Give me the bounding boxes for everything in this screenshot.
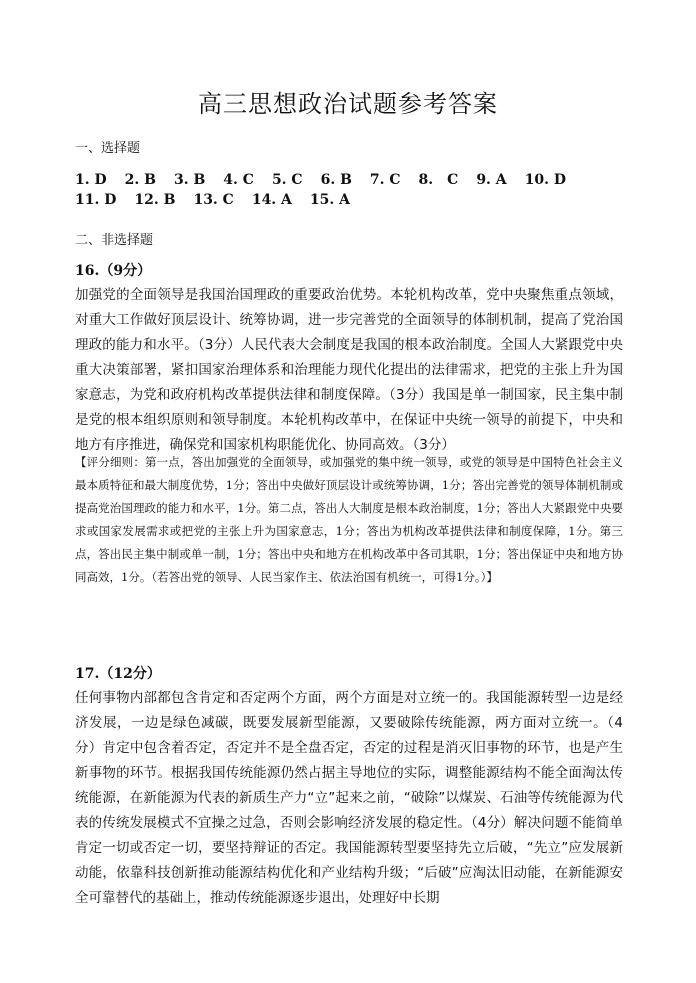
answer-item: 1. D bbox=[75, 172, 107, 188]
answer-item: 7. C bbox=[369, 172, 401, 188]
answer-item: 11. D bbox=[75, 192, 117, 208]
answer-item: 15. A bbox=[309, 192, 351, 208]
section-choice-heading: 一、选择题 bbox=[75, 141, 141, 156]
question-17-answer: 任何事物内部都包含肯定和否定两个方面，两个方面是对立统一的。我国能源转型一边是经济发展，一边是绿色减碳，既要发展新型能源，又要破除传统能源，两方面对立统一。（4分）肯定中包含着否定，否定并不是全盘否定，否定的过程是消灭旧事物的环节，也是产生新事物的环节。根据我国传统能源仍然占据主导地位的实际，调整能源结构不能全面淘汰传统能源，在新能源为代表的新质生产力“立”起来之前，“破除”以煤炭、石油等传统能源为代表的传统发展模式不宜操之过急，否则会影响经济发展的稳定性。（4分）解决问题不能简单肯定一切或否定一切，要坚持辩证的否定。我国能源转型要坚持先立后破，“先立”应发展新动能，依靠科技创新推动能源结构优化和产业结构升级；“后破”应淘汰旧动能，在新能源安全可靠替代的基础上，推动传统能源逐步退出，处理好中长期 bbox=[75, 690, 623, 906]
answer-item: 5. C bbox=[271, 172, 303, 188]
answer-item: 14. A bbox=[251, 192, 292, 208]
answer-item: 10. D bbox=[524, 172, 567, 188]
question-16-heading: 16.（9分） bbox=[75, 263, 152, 279]
question-16-answer: 加强党的全面领导是我国治国理政的重要政治优势。本轮机构改革，党中央聚焦重点领域，对重大工作做好顶层设计、统筹协调，进一步完善党的全面领导的体制机制，提高了党治国理政的能力和水平。（3分）人民代表大会制度是我国的根本政治制度。全国人大紧跟党中央重大决策部署，紧扣国家治理体系和治理能力现代化提出的法律需求，把党的主张上升为国家意志，为党和政府机构改革提供法律和制度保障。（3分）我国是单一制国家，民主集中制是党的根本组织原则和领导制度。本轮机构改革中，在保证中央统一领导的前提下，中央和地方有序推进，确保党和国家机构职能优化、协同高效。（3分） bbox=[75, 287, 623, 453]
answer-item: 8. C bbox=[418, 172, 459, 188]
answer-item: 9. A bbox=[476, 172, 507, 188]
answer-item: 13. C bbox=[193, 192, 234, 208]
page-title: 高三思想政治试题参考答案 bbox=[198, 90, 498, 118]
section-nonchoice-heading: 二、非选择题 bbox=[75, 233, 154, 248]
question-17-heading: 17.（12分） bbox=[75, 666, 161, 682]
answer-item: 6. B bbox=[320, 172, 352, 188]
answer-item: 12. B bbox=[134, 192, 176, 208]
question-16-rubric: 【评分细则：第一点，答出加强党的全面领导，或加强党的集中统一领导，或党的领导是中国特色社会主义最本质特征和最大制度优势，1分；答出中央做好顶层设计或统筹协调，1分；答出完善党的领导体制机制或提高党治国理政的能力和水平，1分。第二点，答出人大制度是根本政治制度，1分；答出人大紧跟党中央要求或国家发展需求或把党的主张上升为国家意志，1分；答出为机构改革提供法律和制度保障，1分。第三点，答出民主集中制或单一制，1分；答出中央和地方在机构改革中各司其职，1分；答出保证中央和地方协同高效，1分。（若答出党的领导、人民当家作主、依法治国有机统一，可得1分。）】 bbox=[75, 455, 623, 584]
answer-item: 2. B bbox=[124, 172, 156, 188]
answers-row-2 bbox=[75, 192, 368, 208]
answer-item: 3. B bbox=[173, 172, 206, 188]
answers-row-1 bbox=[75, 169, 584, 189]
answer-item: 4. C bbox=[223, 172, 254, 188]
